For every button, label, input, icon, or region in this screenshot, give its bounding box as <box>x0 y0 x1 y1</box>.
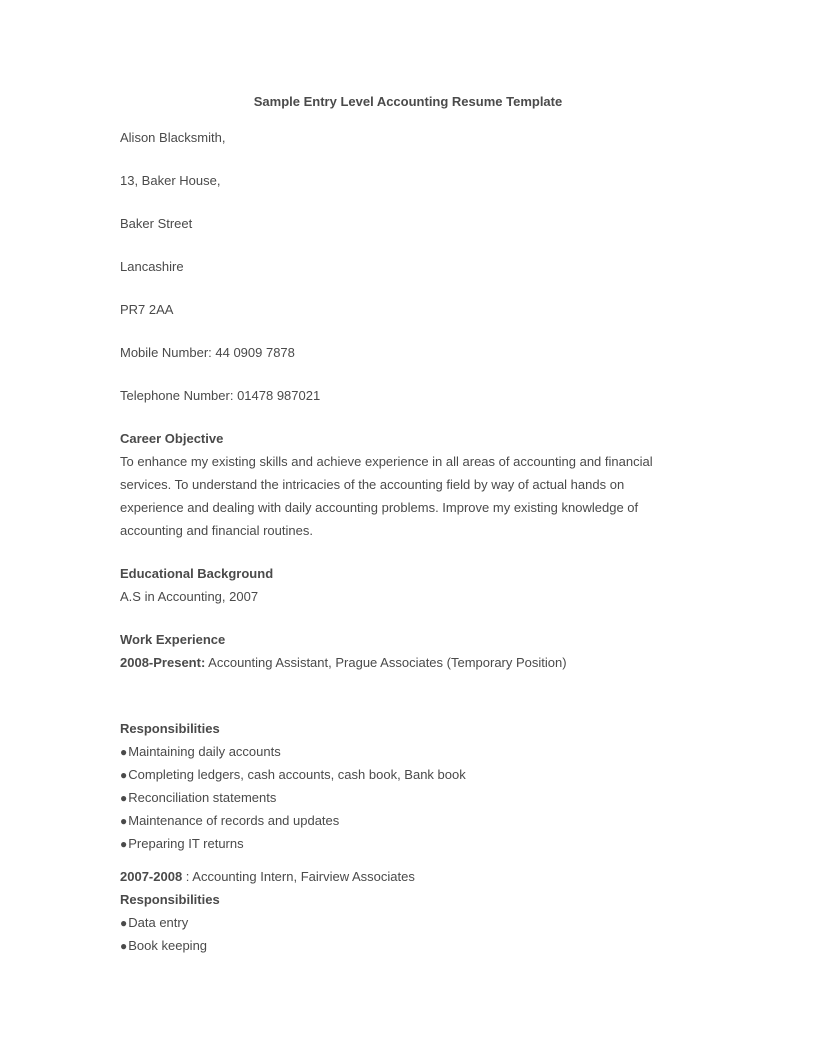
career-objective-line: accounting and financial routines. <box>120 523 313 538</box>
bullet-icon: ● <box>120 768 128 782</box>
list-item <box>120 812 339 830</box>
list-item <box>120 937 207 955</box>
career-objective-line: experience and dealing with daily accounting problems. Improve my existing knowledge of <box>120 500 639 515</box>
contact-postcode: PR7 2AA <box>120 302 174 317</box>
list-item <box>120 766 466 784</box>
bullet-icon: ● <box>120 791 128 805</box>
job1-entry <box>120 654 567 672</box>
contact-telephone: Telephone Number: 01478 987021 <box>120 388 321 403</box>
list-item <box>120 789 276 807</box>
career-objective-line: To enhance my existing skills and achieve experience in all areas of accounting and financial <box>120 454 653 469</box>
job2-entry <box>120 868 415 886</box>
list-item <box>120 835 244 853</box>
bullet-icon: ● <box>120 814 128 828</box>
list-item-text: Book keeping <box>128 938 208 953</box>
bullet-icon: ● <box>120 939 128 953</box>
work-experience-heading: Work Experience <box>120 632 226 647</box>
bullet-icon: ● <box>120 916 128 930</box>
job2-responsibilities-heading: Responsibilities <box>120 892 220 907</box>
list-item <box>120 914 188 932</box>
list-item-text: Reconciliation statements <box>128 790 277 805</box>
list-item-text: Preparing IT returns <box>128 836 244 851</box>
list-item-text: Maintaining daily accounts <box>128 744 281 759</box>
list-item-text: Completing ledgers, cash accounts, cash book, Bank book <box>128 767 466 782</box>
career-objective-line: services. To understand the intricacies of the accounting field by way of actual hands on <box>120 477 625 492</box>
document-title: Sample Entry Level Accounting Resume Template <box>253 94 563 109</box>
contact-mobile: Mobile Number: 44 0909 7878 <box>120 345 295 360</box>
bullet-icon: ● <box>120 837 128 851</box>
list-item <box>120 743 281 761</box>
education-detail: A.S in Accounting, 2007 <box>120 589 259 604</box>
contact-address-line2: Baker Street <box>120 216 193 231</box>
list-item-text: Maintenance of records and updates <box>128 813 340 828</box>
contact-county: Lancashire <box>120 259 184 274</box>
education-heading: Educational Background <box>120 566 274 581</box>
job1-role: Accounting Assistant, Prague Associates (Temporary Position) <box>205 655 567 670</box>
career-objective-heading: Career Objective <box>120 431 224 446</box>
bullet-icon: ● <box>120 745 128 759</box>
job2-role: : Accounting Intern, Fairview Associates <box>182 869 415 884</box>
job2-period: 2007-2008 <box>120 869 183 884</box>
contact-name: Alison Blacksmith, <box>120 130 226 145</box>
contact-address-line1: 13, Baker House, <box>120 173 221 188</box>
job1-responsibilities-heading: Responsibilities <box>120 721 220 736</box>
job1-period: 2008-Present: <box>120 655 206 670</box>
list-item-text: Data entry <box>128 915 189 930</box>
